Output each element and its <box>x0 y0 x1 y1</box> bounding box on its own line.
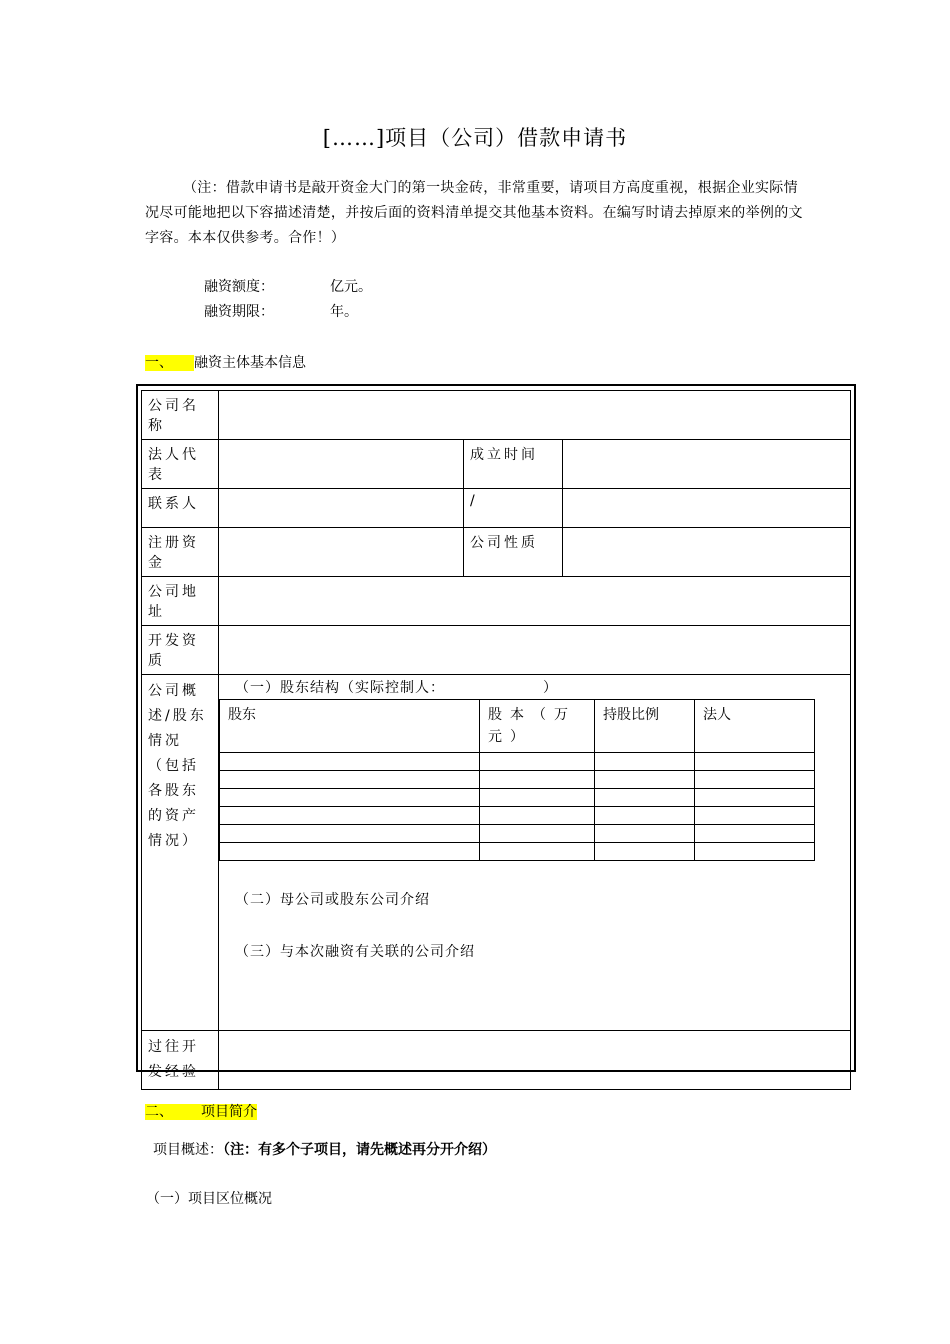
project-overview-note: （注：有多个子项目，请先概述再分开介绍） <box>223 1142 496 1158</box>
company-nature-label: 公司性质 <box>464 528 563 577</box>
section-1-heading <box>145 352 306 372</box>
experience-label: 过往开发经验 <box>142 1031 219 1090</box>
table-row[interactable] <box>220 789 815 807</box>
qualification-value[interactable] <box>219 626 851 675</box>
section-1-number: 一、 <box>145 355 194 371</box>
financing-term <box>204 301 358 321</box>
project-location-heading: （一）项目区位概况 <box>146 1191 272 1207</box>
financing-term-unit: 年。 <box>330 304 358 320</box>
established-label: 成立时间 <box>464 440 563 489</box>
sh-header-legal: 法人 <box>695 700 815 753</box>
reg-capital-label: 注册资金 <box>142 528 219 577</box>
company-name-label: 公司名称 <box>142 391 219 440</box>
overview-cell <box>219 675 851 1031</box>
table-row[interactable] <box>220 753 815 771</box>
qualification-label: 开发资质 <box>142 626 219 675</box>
contact-slash: / <box>464 489 563 528</box>
basic-info-table <box>136 384 856 1080</box>
address-value[interactable] <box>219 577 851 626</box>
financing-term-label: 融资期限： <box>204 304 274 320</box>
financing-amount <box>204 276 372 296</box>
shareholder-table <box>219 699 815 861</box>
established-value[interactable] <box>563 440 851 489</box>
company-nature-value[interactable] <box>563 528 851 577</box>
reg-capital-value[interactable] <box>219 528 464 577</box>
parent-company-title: （二）母公司或股东公司介绍 <box>235 892 430 908</box>
contact-label: 联系人 <box>142 489 219 528</box>
contact-extra-value[interactable] <box>563 489 851 528</box>
sh-header-ratio: 持股比例 <box>595 700 695 753</box>
experience-value[interactable] <box>219 1031 851 1090</box>
financing-amount-unit: 亿元。 <box>330 279 372 295</box>
overview-label: 公司概述/股东情况（包括各股东的资产情况） <box>142 675 219 1031</box>
section-2-label: 二、 项目简介 <box>145 1104 257 1120</box>
table-row[interactable] <box>220 771 815 789</box>
sh-header-shareholder: 股东 <box>220 700 480 753</box>
table-row[interactable] <box>220 825 815 843</box>
company-name-value[interactable] <box>219 391 851 440</box>
shareholder-structure-title: （一）股东结构（实际控制人： ） <box>235 680 558 696</box>
table-row[interactable] <box>220 807 815 825</box>
related-company-title: （三）与本次融资有关联的公司介绍 <box>235 944 475 960</box>
legal-rep-value[interactable] <box>219 440 464 489</box>
sh-header-capital: 股本（万元） <box>480 700 595 753</box>
financing-amount-label: 融资额度： <box>204 279 274 295</box>
intro-note: （注：借款申请书是敲开资金大门的第一块金砖，非常重要，请项目方高度重视，根据企业实际情况尽可能地把以下容描述清楚，并按后面的资料清单提交其他基本资料。在编写时请去掉原来的举例的文字容。本本仅供参考。合作！） <box>145 180 803 246</box>
legal-rep-label: 法人代表 <box>142 440 219 489</box>
project-overview-label: 项目概述： <box>153 1142 223 1158</box>
section-1-title: 融资主体基本信息 <box>194 355 306 371</box>
table-row[interactable] <box>220 843 815 861</box>
address-label: 公司地址 <box>142 577 219 626</box>
page-title: [……]项目（公司）借款申请书 <box>322 126 628 150</box>
contact-value[interactable] <box>219 489 464 528</box>
section-2-heading <box>145 1101 257 1121</box>
project-overview <box>153 1139 496 1159</box>
